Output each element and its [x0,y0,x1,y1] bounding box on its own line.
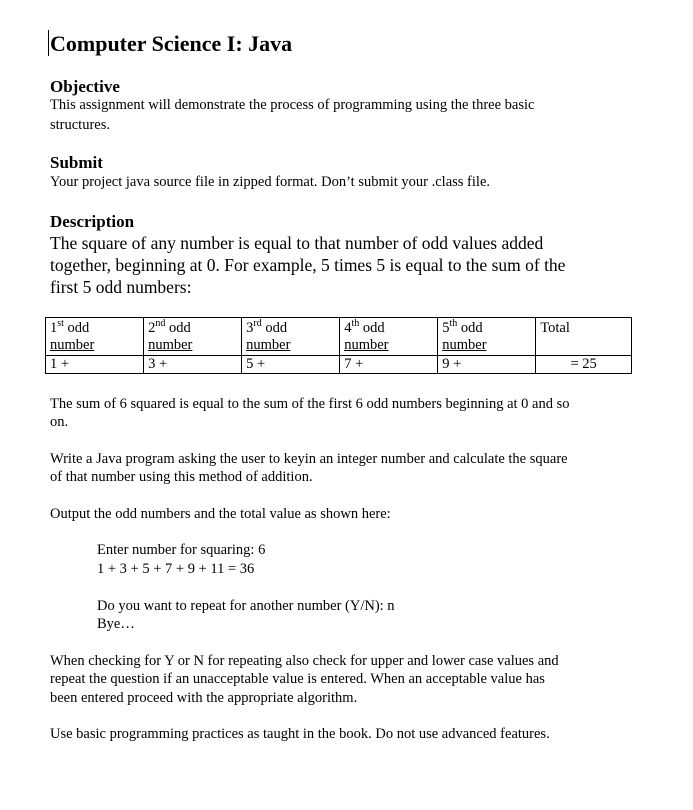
para-1-line-2: on. [50,414,69,430]
para-4-line-1: When checking for Y or N for repeating also check for upper and lower case values and [50,653,559,669]
sample-output-line-2: 1 + 3 + 5 + 7 + 9 + 11 = 36 [97,561,255,577]
para-5: Use basic programming practices as taught in the book. Do not use advanced features. [50,726,550,742]
para-3: Output the odd numbers and the total value as shown here: [50,506,391,522]
submit-heading: Submit [50,153,103,172]
objective-heading: Objective [50,77,120,96]
description-line-2: together, beginning at 0. For example, 5 times 5 is equal to the sum of the [50,255,566,275]
header-ordinal: rd [253,318,262,330]
table-header-cell [46,318,144,356]
table-header-cell [340,318,438,356]
para-4-line-2: repeat the question if an unacceptable value is entered. When an acceptable value has [50,671,545,687]
header-line-2: number [50,337,95,353]
table-value-cell: 5 + [242,356,340,374]
header-number: 2 [148,320,156,336]
description-heading: Description [50,212,135,231]
para-2-line-1: Write a Java program asking the user to keyin an integer number and calculate the square [50,451,568,467]
header-line-2: number [442,337,487,353]
header-line-2: number [148,337,193,353]
para-2-line-2: of that number using this method of addition. [50,469,313,485]
odd-numbers-table [45,317,632,374]
header-line-2: number [246,337,291,353]
header-ordinal: st [57,318,64,330]
page-title: Computer Science I: Java [50,31,293,56]
objective-line-1: This assignment will demonstrate the process of programming using the three basic [50,97,535,113]
header-word: odd [457,320,483,336]
description-line-3: first 5 odd numbers: [50,277,192,297]
table-value-cell: 3 + [144,356,242,374]
header-ordinal: th [449,318,458,330]
para-1-line-1: The sum of 6 squared is equal to the sum of the first 6 odd numbers beginning at 0 and so [50,396,570,412]
header-number: Total [540,320,570,336]
header-number: 4 [344,320,352,336]
para-4-line-3: been entered proceed with the appropriate algorithm. [50,690,358,706]
table-value-cell: 1 + [46,356,144,374]
table-values-row [46,356,632,374]
header-number: 5 [442,320,450,336]
header-word: odd [261,320,288,336]
header-line-2: number [344,337,389,353]
header-word: odd [359,320,385,336]
sample-output-line-3: Do you want to repeat for another number (Y/N): n [97,598,395,614]
header-ordinal: nd [155,318,166,330]
table-value-cell: 9 + [438,356,536,374]
header-number: 1 [50,320,58,336]
table-header-cell [438,318,536,356]
table-header-cell [242,318,340,356]
sample-output-line-1: Enter number for squaring: 6 [97,542,266,558]
text-cursor [48,30,49,56]
description-line-1: The square of any number is equal to that number of odd values added [50,233,544,253]
header-ordinal: th [351,318,360,330]
submit-text: Your project java source file in zipped format. Don’t submit your .class file. [50,174,491,190]
sample-output-line-4: Bye… [97,616,135,632]
table-header-cell [536,318,632,356]
objective-line-2: structures. [50,117,110,133]
table-header-row [46,318,632,356]
header-number: 3 [246,320,254,336]
table-value-cell: 7 + [340,356,438,374]
table-header-cell [144,318,242,356]
table-value-cell: = 25 [536,356,632,374]
header-word: odd [165,320,191,336]
header-word: odd [63,320,90,336]
